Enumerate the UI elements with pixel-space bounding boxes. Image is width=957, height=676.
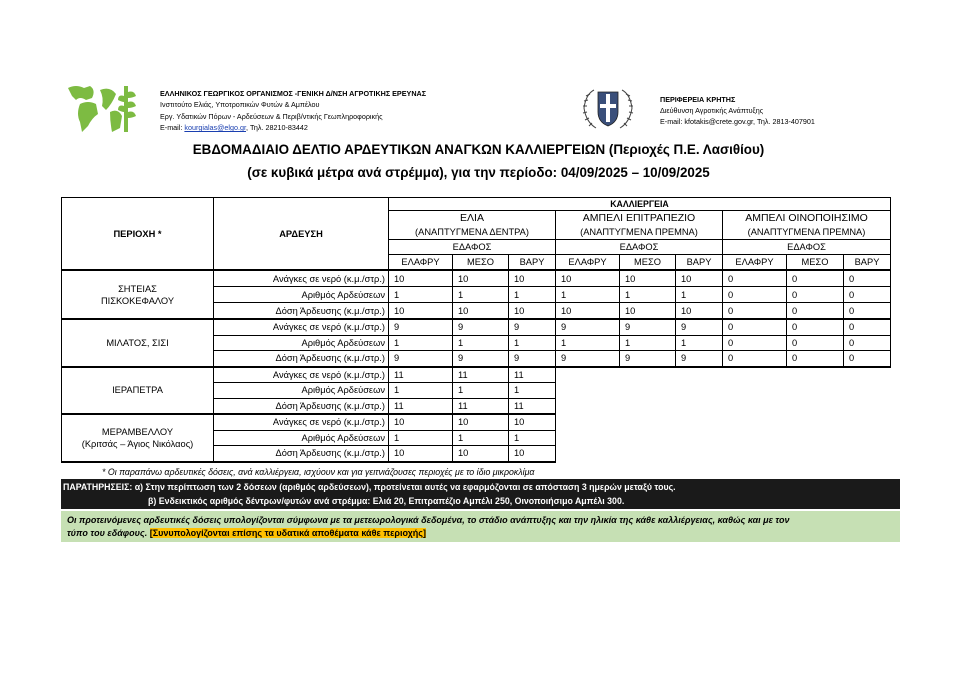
empty-cell — [676, 430, 723, 446]
value-cell: 1 — [453, 383, 509, 399]
row-label: Δόση Άρδευσης (κ.μ./στρ.) — [214, 398, 389, 414]
empty-cell — [620, 367, 676, 383]
value-cell: 1 — [509, 383, 556, 399]
empty-cell — [676, 446, 723, 462]
empty-cell — [723, 430, 787, 446]
empty-cell — [676, 398, 723, 414]
elgo-header — [66, 82, 446, 134]
crete-header — [578, 84, 868, 134]
row-label: Δόση Άρδευσης (κ.μ./στρ.) — [214, 303, 389, 320]
info-highlight: [Συνυπολογίζονται επίσης τα υδατικά αποθέματα κάθε περιοχής] — [149, 528, 426, 538]
empty-cell — [620, 383, 676, 399]
crop-olive-sub: (ΑΝΑΠΤΥΓΜΕΝΑ ΔΕΝΤΡΑ) — [389, 225, 556, 240]
row-label: Αριθμός Αρδεύσεων — [214, 335, 389, 351]
value-cell: 9 — [676, 351, 723, 367]
value-cell: 0 — [723, 287, 787, 303]
empty-cell — [723, 414, 787, 430]
notes-line-1: ΠΑΡΑΤΗΡΗΣΕΙΣ: α) Στην περίπτωση των 2 δόσεων (αριθμός αρδεύσεων), προτείνεται αυτές να εφαρμόζονται σε απόσταση 3 ημερών μεταξύ τους. — [63, 482, 676, 492]
soil-medium: ΜΕΣΟ — [620, 255, 676, 271]
row-label: Ανάγκες σε νερό (κ.μ./στρ.) — [214, 367, 389, 383]
elgo-org-info — [160, 88, 426, 134]
value-cell: 10 — [389, 414, 453, 430]
value-cell: 1 — [389, 383, 453, 399]
value-cell: 10 — [509, 270, 556, 287]
value-cell: 0 — [787, 351, 844, 367]
value-cell: 1 — [509, 335, 556, 351]
empty-cell — [556, 383, 620, 399]
region-name-line-2: (Κριτσάς – Άγιος Νικόλαος) — [81, 438, 194, 449]
region-name — [62, 270, 214, 319]
value-cell: 0 — [723, 270, 787, 287]
region-name — [62, 367, 214, 415]
value-cell: 10 — [509, 303, 556, 320]
soil-medium: ΜΕΣΟ — [453, 255, 509, 271]
value-cell: 10 — [556, 270, 620, 287]
soil-header: ΕΔΑΦΟΣ — [389, 240, 556, 255]
empty-cell — [787, 446, 844, 462]
empty-cell — [620, 398, 676, 414]
value-cell: 1 — [509, 430, 556, 446]
greek-emblem-icon — [578, 84, 638, 132]
value-cell: 10 — [556, 303, 620, 320]
empty-cell — [620, 430, 676, 446]
value-cell: 9 — [676, 319, 723, 335]
empty-cell — [844, 414, 891, 430]
region-name-line-1: ΙΕΡΑΠΕΤΡΑ — [112, 385, 163, 396]
row-label: Ανάγκες σε νερό (κ.μ./στρ.) — [214, 270, 389, 287]
crop-wine-grape-sub: (ΑΝΑΠΤΥΓΜΕΝΑ ΠΡΕΜΝΑ) — [723, 225, 891, 240]
empty-cell — [844, 383, 891, 399]
value-cell: 9 — [453, 319, 509, 335]
region-name — [62, 319, 214, 367]
value-cell: 11 — [389, 398, 453, 414]
value-cell: 1 — [620, 335, 676, 351]
value-cell: 10 — [676, 270, 723, 287]
crete-org-info — [660, 94, 815, 127]
empty-cell — [723, 367, 787, 383]
value-cell: 1 — [389, 287, 453, 303]
value-cell: 0 — [844, 270, 891, 287]
row-label: Ανάγκες σε νερό (κ.μ./στρ.) — [214, 414, 389, 430]
value-cell: 10 — [453, 270, 509, 287]
empty-cell — [620, 414, 676, 430]
value-cell: 0 — [844, 335, 891, 351]
value-cell: 10 — [509, 414, 556, 430]
value-cell: 1 — [453, 430, 509, 446]
value-cell: 10 — [389, 446, 453, 462]
value-cell: 1 — [676, 335, 723, 351]
elgo-tel: , Τηλ. 28210-83442 — [246, 123, 308, 133]
crop-table-grape: ΑΜΠΕΛΙ ΕΠΙΤΡΑΠΕΖΙΟ — [556, 211, 723, 226]
region-name-line-2: ΠΙΣΚΟΚΕΦΑΛΟΥ — [100, 295, 175, 306]
value-cell: 10 — [453, 446, 509, 462]
table-row — [62, 319, 891, 335]
value-cell: 11 — [509, 367, 556, 383]
value-cell: 11 — [389, 367, 453, 383]
empty-cell — [787, 383, 844, 399]
value-cell: 1 — [556, 335, 620, 351]
empty-cell — [556, 398, 620, 414]
value-cell: 9 — [509, 351, 556, 367]
region-name-line-1: ΣΗΤΕΙΑΣ — [118, 283, 157, 294]
row-label: Αριθμός Αρδεύσεων — [214, 287, 389, 303]
soil-heavy: ΒΑΡΥ — [844, 255, 891, 271]
header-crops: ΚΑΛΛΙΕΡΓΕΙΑ — [389, 198, 891, 211]
elgo-logo-icon — [66, 82, 156, 134]
elgo-email-link[interactable]: kourgialas@elgo.gr — [184, 123, 247, 133]
value-cell: 0 — [787, 287, 844, 303]
empty-cell — [787, 398, 844, 414]
value-cell: 1 — [389, 430, 453, 446]
table-body — [62, 270, 891, 462]
table-row — [62, 270, 891, 287]
value-cell: 1 — [453, 287, 509, 303]
value-cell: 0 — [787, 303, 844, 320]
crete-directorate: Διεύθυνση Αγροτικής Ανάπτυξης — [660, 106, 764, 115]
info-line-2 — [67, 528, 426, 538]
value-cell: 10 — [509, 446, 556, 462]
empty-cell — [723, 383, 787, 399]
region-name — [62, 414, 214, 462]
elgo-org-name: ΕΛΛΗΝΙΚΟΣ ΓΕΩΡΓΙΚΟΣ ΟΡΓΑΝΙΣΜΟΣ -ΓΕΝΙΚΗ Δ/ΝΣΗ ΑΓΡΟΤΙΚΗΣ ΕΡΕΥΝΑΣ — [160, 89, 427, 98]
crop-olive: ΕΛΙΑ — [389, 211, 556, 226]
empty-cell — [676, 367, 723, 383]
value-cell: 9 — [389, 351, 453, 367]
value-cell: 10 — [453, 303, 509, 320]
page-title: ΕΒΔΟΜΑΔΙΑΙΟ ΔΕΛΤΙΟ ΑΡΔΕΥΤΙΚΩΝ ΑΝΑΓΚΩΝ ΚΑΛΛΙΕΡΓΕΙΩΝ (Περιοχές Π.Ε. Λασιθίου) — [192, 142, 765, 157]
value-cell: 0 — [723, 303, 787, 320]
empty-cell — [844, 398, 891, 414]
empty-cell — [787, 414, 844, 430]
notes-line-2: β) Ενδεικτικός αριθμός δέντρων/φυτών ανά στρέμμα: Ελιά 20, Επιτραπέζιο Αμπέλι 250, Οινοποιήσιμο Αμπέλι 300. — [148, 496, 625, 506]
soil-light: ΕΛΑΦΡΥ — [556, 255, 620, 271]
soil-medium: ΜΕΣΟ — [787, 255, 844, 271]
value-cell: 9 — [453, 351, 509, 367]
value-cell: 11 — [509, 398, 556, 414]
value-cell: 11 — [453, 398, 509, 414]
row-label: Δόση Άρδευσης (κ.μ./στρ.) — [214, 446, 389, 462]
value-cell: 0 — [844, 303, 891, 320]
value-cell: 9 — [620, 351, 676, 367]
empty-cell — [620, 446, 676, 462]
empty-cell — [844, 446, 891, 462]
value-cell: 11 — [453, 367, 509, 383]
value-cell: 10 — [453, 414, 509, 430]
crete-contact: E-mail: kfotakis@crete.gov.gr, Τηλ. 2813-407901 — [660, 117, 815, 126]
elgo-lab: Εργ. Υδατικών Πόρων - Αρδεύσεων & Περιβ/ντικής Γεωπληροφορικής — [160, 111, 383, 121]
value-cell: 9 — [620, 319, 676, 335]
value-cell: 1 — [620, 287, 676, 303]
soil-heavy: ΒΑΡΥ — [676, 255, 723, 271]
page-subtitle: (σε κυβικά μέτρα ανά στρέμμα), για την περίοδο: 04/09/2025 – 10/09/2025 — [247, 165, 710, 180]
empty-cell — [556, 430, 620, 446]
crete-region-name: ΠΕΡΙΦΕΡΕΙΑ ΚΡΗΤΗΣ — [660, 95, 736, 104]
value-cell: 9 — [556, 351, 620, 367]
empty-cell — [676, 414, 723, 430]
soil-header: ΕΔΑΦΟΣ — [723, 240, 891, 255]
value-cell: 0 — [787, 335, 844, 351]
value-cell: 10 — [620, 270, 676, 287]
info-line-2-text: τύπο του εδάφους. — [67, 528, 150, 538]
empty-cell — [787, 430, 844, 446]
value-cell: 9 — [556, 319, 620, 335]
soil-heavy: ΒΑΡΥ — [509, 255, 556, 271]
value-cell: 10 — [389, 270, 453, 287]
footnote: * Οι παραπάνω αρδευτικές δόσεις, ανά καλλιέργεια, ισχύουν και για γειτνιάζουσες περιοχές με το ίδιο μικροκλίμα — [102, 467, 535, 477]
table-row — [62, 367, 891, 383]
empty-cell — [787, 367, 844, 383]
value-cell: 1 — [676, 287, 723, 303]
row-label: Ανάγκες σε νερό (κ.μ./στρ.) — [214, 319, 389, 335]
notes-box — [61, 479, 900, 509]
empty-cell — [556, 367, 620, 383]
info-line-1: Οι προτεινόμενες αρδευτικές δόσεις υπολογίζονται σύμφωνα με τα μετεωρολογικά δεδομένα, το στάδιο ανάπτυξης και την ηλικία της κάθε καλλιέργειας, καθώς και με τον — [67, 515, 790, 525]
value-cell: 0 — [844, 351, 891, 367]
empty-cell — [556, 414, 620, 430]
row-label: Δόση Άρδευσης (κ.μ./στρ.) — [214, 351, 389, 367]
value-cell: 0 — [844, 319, 891, 335]
region-name-line-1: ΜΕΡΑΜΒΕΛΛΟΥ — [101, 426, 174, 437]
value-cell: 0 — [787, 270, 844, 287]
value-cell: 1 — [453, 335, 509, 351]
value-cell: 1 — [556, 287, 620, 303]
empty-cell — [723, 398, 787, 414]
info-box — [61, 511, 900, 542]
value-cell: 0 — [787, 319, 844, 335]
empty-cell — [844, 367, 891, 383]
value-cell: 0 — [844, 287, 891, 303]
value-cell: 10 — [676, 303, 723, 320]
value-cell: 10 — [620, 303, 676, 320]
empty-cell — [676, 383, 723, 399]
value-cell: 0 — [723, 319, 787, 335]
empty-cell — [844, 430, 891, 446]
row-label: Αριθμός Αρδεύσεων — [214, 383, 389, 399]
elgo-contact — [160, 122, 426, 133]
email-label: E-mail: — [160, 123, 185, 133]
value-cell: 9 — [509, 319, 556, 335]
soil-light: ΕΛΑΦΡΥ — [723, 255, 787, 271]
irrigation-table — [61, 197, 891, 463]
value-cell: 9 — [389, 319, 453, 335]
soil-header: ΕΔΑΦΟΣ — [556, 240, 723, 255]
row-label: Αριθμός Αρδεύσεων — [214, 430, 389, 446]
value-cell: 1 — [389, 335, 453, 351]
value-cell: 10 — [389, 303, 453, 320]
region-name-line-1: ΜΙΛΑΤΟΣ, ΣΙΣΙ — [106, 337, 169, 348]
elgo-institute: Ινστιτούτο Ελιάς, Υποτροπικών Φυτών & Αμπέλου — [160, 100, 320, 110]
header-region: ΠΕΡΙΟΧΗ * — [62, 198, 214, 271]
empty-cell — [723, 446, 787, 462]
soil-light: ΕΛΑΦΡΥ — [389, 255, 453, 271]
header-irrigation: ΑΡΔΕΥΣΗ — [214, 198, 389, 271]
value-cell: 0 — [723, 351, 787, 367]
empty-cell — [556, 446, 620, 462]
crop-table-grape-sub: (ΑΝΑΠΤΥΓΜΕΝΑ ΠΡΕΜΝΑ) — [556, 225, 723, 240]
crop-wine-grape: ΑΜΠΕΛΙ ΟΙΝΟΠΟΙΗΣΙΜΟ — [723, 211, 891, 226]
table-row — [62, 414, 891, 430]
value-cell: 0 — [723, 335, 787, 351]
value-cell: 1 — [509, 287, 556, 303]
